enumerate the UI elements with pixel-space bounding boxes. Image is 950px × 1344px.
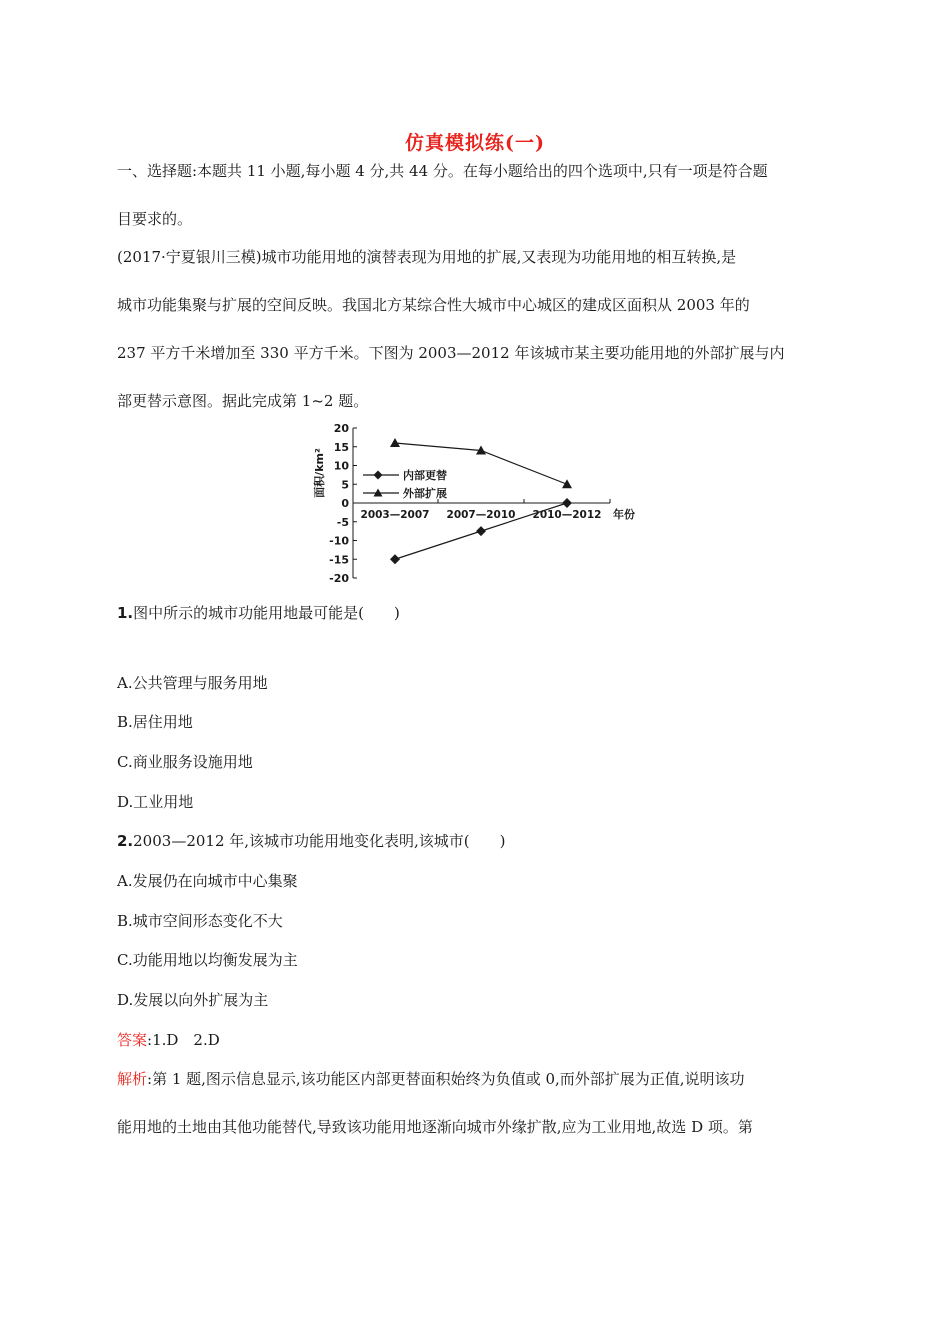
y-tick-label: -15 bbox=[329, 553, 349, 567]
answer-text: :1.D 2.D bbox=[147, 1031, 220, 1049]
analysis-label: 解析 bbox=[117, 1070, 148, 1088]
y-tick-label: -5 bbox=[336, 515, 349, 529]
analysis-line-2: 能用地的土地由其他功能替代,导致该功能用地逐渐向城市外缘扩散,应为工业用地,故选 D 项。第 bbox=[117, 1118, 753, 1136]
data-point-diamond bbox=[562, 498, 572, 508]
data-point-triangle bbox=[562, 479, 572, 488]
passage-line-4: 部更替示意图。据此完成第 1~2 题。 bbox=[117, 392, 369, 410]
line-chart bbox=[305, 418, 645, 588]
section-intro-line-1: 一、选择题:本题共 11 小题,每小题 4 分,共 44 分。在每小题给出的四个选项中,只有一项是符合题 bbox=[117, 162, 768, 180]
data-point-diamond bbox=[476, 526, 486, 536]
question-2 bbox=[117, 830, 506, 851]
y-tick-label: 10 bbox=[333, 459, 349, 473]
legend-label: 内部更替 bbox=[403, 469, 447, 482]
analysis-line-1 bbox=[117, 1068, 745, 1089]
y-tick-label: 5 bbox=[341, 478, 349, 492]
answer-label: 答案 bbox=[117, 1031, 148, 1049]
y-tick-label: 20 bbox=[333, 422, 349, 435]
legend-marker-diamond bbox=[374, 471, 383, 480]
y-tick-label: -20 bbox=[329, 572, 349, 585]
q1-option-c: C.商业服务设施用地 bbox=[117, 753, 253, 771]
y-tick-label: 0 bbox=[341, 497, 349, 510]
q2-option-c: C.功能用地以均衡发展为主 bbox=[117, 951, 298, 969]
x-tick-label: 2007—2010 bbox=[446, 509, 516, 521]
x-tick-label: 2010—2012 bbox=[532, 509, 602, 521]
question-2-number: 2. bbox=[117, 832, 134, 850]
question-1-stem: 图中所示的城市功能用地最可能是( ) bbox=[133, 604, 400, 622]
chart-canvas bbox=[305, 418, 645, 588]
passage-line-1: (2017·宁夏银川三模)城市功能用地的演替表现为用地的扩展,又表现为功能用地的相互转换,是 bbox=[117, 248, 737, 266]
q2-option-d: D.发展以向外扩展为主 bbox=[117, 991, 269, 1009]
q2-option-b: B.城市空间形态变化不大 bbox=[117, 912, 283, 930]
q1-option-d: D.工业用地 bbox=[117, 793, 194, 811]
y-axis-label: 面积/km² bbox=[313, 448, 326, 498]
legend-label: 外部扩展 bbox=[403, 487, 447, 500]
passage-line-3: 237 平方千米增加至 330 平方千米。下图为 2003—2012 年该城市某主要功能用地的外部扩展与内 bbox=[117, 344, 785, 362]
question-1-number: 1. bbox=[117, 604, 134, 622]
y-tick-label: -10 bbox=[329, 534, 349, 548]
q2-option-a: A.发展仍在向城市中心集聚 bbox=[117, 872, 298, 890]
question-2-stem: 2003—2012 年,该城市功能用地变化表明,该城市( ) bbox=[133, 832, 506, 850]
passage-line-2: 城市功能集聚与扩展的空间反映。我国北方某综合性大城市中心城区的建成区面积从 2003 年的 bbox=[117, 296, 750, 314]
q1-option-a: A.公共管理与服务用地 bbox=[117, 674, 268, 692]
q1-option-b: B.居住用地 bbox=[117, 713, 193, 731]
section-intro-line-2: 目要求的。 bbox=[117, 210, 193, 228]
answer-line bbox=[117, 1029, 220, 1050]
x-axis-label: 年份 bbox=[613, 508, 635, 521]
question-1 bbox=[117, 602, 400, 623]
y-tick-label: 15 bbox=[333, 440, 349, 454]
page-title: 仿真模拟练(一) bbox=[405, 132, 545, 154]
data-point-diamond bbox=[390, 554, 400, 564]
x-tick-label: 2003—2007 bbox=[360, 509, 430, 521]
analysis-text-1: :第 1 题,图示信息显示,该功能区内部更替面积始终为负值或 0,而外部扩展为正值,说明该功 bbox=[147, 1070, 745, 1088]
data-point-triangle bbox=[390, 438, 400, 447]
